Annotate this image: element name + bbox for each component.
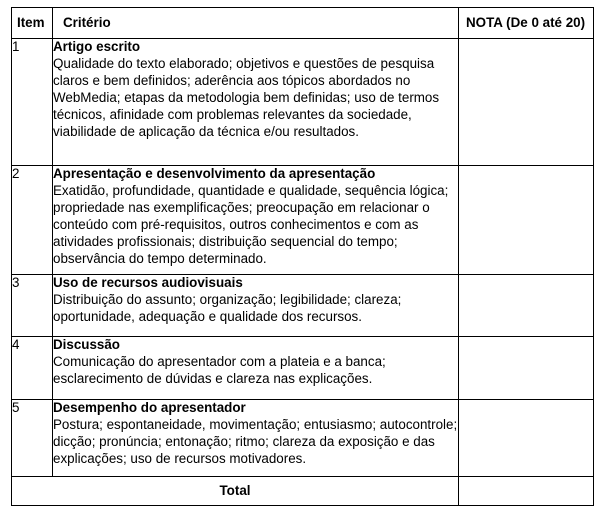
criterion-cell bbox=[53, 275, 459, 337]
grade-cell[interactable] bbox=[459, 39, 594, 166]
criterion-cell bbox=[53, 400, 459, 477]
criterion-title: Discussão bbox=[53, 337, 120, 352]
table-row bbox=[12, 337, 594, 400]
evaluation-table bbox=[11, 7, 594, 506]
total-grade-cell[interactable] bbox=[459, 477, 594, 506]
header-nota: NOTA (De 0 até 20) bbox=[459, 8, 594, 39]
criterion-description: Comunicação do apresentador com a plateia e a banca; esclarecimento de dúvidas e clareza nas explicações. bbox=[53, 353, 386, 386]
grade-cell[interactable] bbox=[459, 166, 594, 275]
criterion-description: Distribuição do assunto; organização; legibilidade; clareza; oportunidade, adequação e qualidade dos recursos. bbox=[53, 291, 402, 324]
criterion-description: Exatidão, profundidade, quantidade e qualidade, sequência lógica; propriedade nas exemplificações; preocupação em relacionar o conteúdo com pré-requisitos, outros conhecimentos e com as atividades profissionais; distribuição sequencial do tempo; observância do tempo determinado. bbox=[53, 182, 449, 266]
item-number: 3 bbox=[12, 275, 53, 337]
grade-cell[interactable] bbox=[459, 275, 594, 337]
table-row bbox=[12, 166, 594, 275]
grade-cell[interactable] bbox=[459, 400, 594, 477]
table-row bbox=[12, 39, 594, 166]
header-item: Item bbox=[12, 8, 53, 39]
table-row bbox=[12, 275, 594, 337]
table-row bbox=[12, 400, 594, 477]
criterion-cell bbox=[53, 337, 459, 400]
criterion-title: Apresentação e desenvolvimento da apresentação bbox=[53, 166, 376, 181]
item-number: 2 bbox=[12, 166, 53, 275]
item-number: 5 bbox=[12, 400, 53, 477]
total-row bbox=[12, 477, 594, 506]
criterion-description: Postura; espontaneidade, movimentação; entusiasmo; autocontrole; dicção; pronúncia; entonação; ritmo; clareza da exposição e das explicações; uso de recursos motivadores. bbox=[53, 416, 458, 466]
total-label: Total bbox=[12, 477, 459, 506]
criterion-title: Uso de recursos audiovisuais bbox=[53, 275, 243, 290]
header-criterio: Critério bbox=[53, 8, 459, 39]
grade-cell[interactable] bbox=[459, 337, 594, 400]
criterion-cell bbox=[53, 39, 459, 166]
criterion-cell bbox=[53, 166, 459, 275]
header-row bbox=[12, 8, 594, 39]
criterion-title: Desempenho do apresentador bbox=[53, 400, 246, 415]
criterion-description: Qualidade do texto elaborado; objetivos e questões de pesquisa claros e bem definidos; aderência aos tópicos abordados no WebMedia; etapas da metodologia bem definidas; uso de termos técnicos, afinidade com problemas relevantes da sociedade, viabilidade de aplicação da técnica e/ou resultados. bbox=[53, 55, 440, 139]
criterion-title: Artigo escrito bbox=[53, 39, 141, 54]
item-number: 1 bbox=[12, 39, 53, 166]
item-number: 4 bbox=[12, 337, 53, 400]
